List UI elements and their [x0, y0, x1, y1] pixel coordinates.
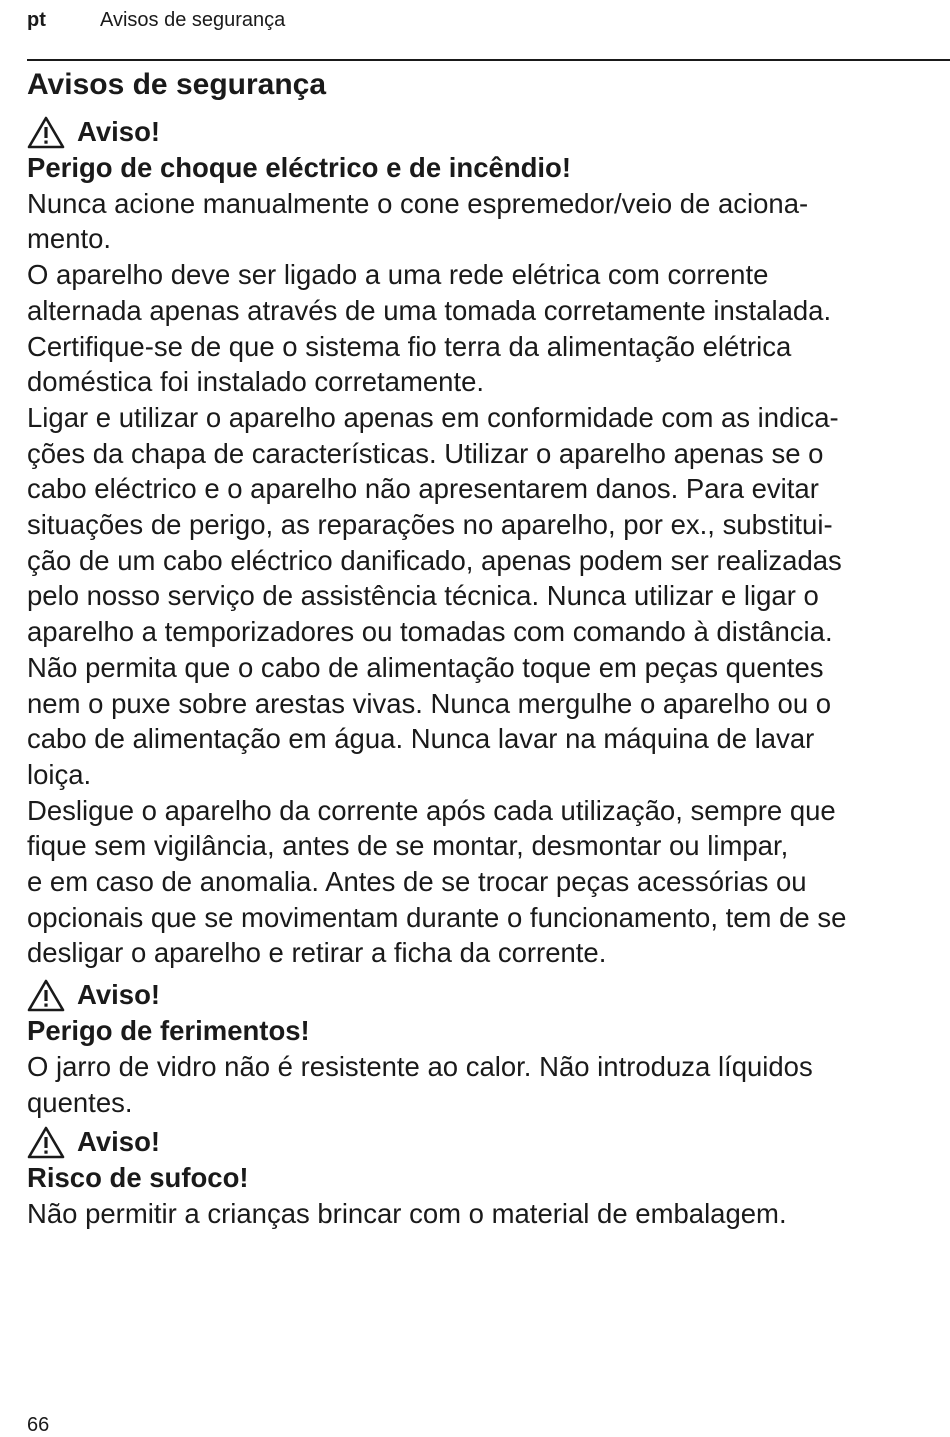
- warning-paragraph: Ligar e utilizar o aparelho apenas em conformidade com as indica- ções da chapa de características. Utilizar o aparelho apenas se o cabo eléctrico e o aparelho não apresentarem danos. Para evitar situações de perigo, as reparações no aparelho, por ex., substitui- ção de um cabo eléctrico danificado, apenas podem ser realizadas pelo nosso serviço de assistência técnica. Nunca utilizar e ligar o aparelho a temporizadores ou tomadas com comando à distância. Não permita que o cabo de alimentação toque em peças quentes nem o puxe sobre arestas vivas. Nunca mergulhe o aparelho ou o cabo de alimentação em água. Nunca lavar na máquina de lavar loiça.: [27, 401, 842, 790]
- header-divider: [27, 59, 950, 61]
- page-title: Avisos de segurança: [27, 68, 327, 101]
- section-name: Avisos de segurança: [100, 8, 286, 31]
- warning-triangle-icon: [27, 979, 65, 1012]
- warning-label: Aviso!: [77, 116, 161, 148]
- warning-heading: [27, 1124, 942, 1160]
- warning-paragraph: O jarro de vidro não é resistente ao calor. Não introduza líquidos quentes.: [27, 1050, 813, 1118]
- warning-paragraph: Desligue o aparelho da corrente após cada utilização, sempre que fique sem vigilância, antes de se montar, desmontar ou limpar, e em caso de anomalia. Antes de se trocar peças acessórias ou opcionais que se movimentam durante o funcionamento, tem de se desligar o aparelho e retirar a ficha da corrente.: [27, 794, 847, 969]
- warning-triangle-icon: [27, 1126, 65, 1159]
- warning-electric-shock: [27, 114, 942, 971]
- warning-suffocation: [27, 1124, 942, 1231]
- warning-label: Aviso!: [77, 979, 161, 1011]
- warning-heading: [27, 977, 942, 1013]
- language-code: pt: [27, 8, 46, 31]
- warning-title: Perigo de ferimentos!: [27, 1015, 310, 1047]
- warning-heading: [27, 114, 942, 150]
- warning-title: Risco de sufoco!: [27, 1162, 249, 1194]
- warning-triangle-icon: [27, 116, 65, 149]
- warning-paragraph: Não permitir a crianças brincar com o material de embalagem.: [27, 1197, 787, 1229]
- warning-injury: [27, 977, 942, 1120]
- warning-paragraph: O aparelho deve ser ligado a uma rede elétrica com corrente alternada apenas através de uma tomada corretamente instalada. Certifique-se de que o sistema fio terra da alimentação elétrica doméstica foi instalado corretamente.: [27, 259, 832, 398]
- warning-label: Aviso!: [77, 1126, 161, 1158]
- warning-paragraph: Nunca acione manualmente o cone espremedor/veio de aciona- mento.: [27, 187, 809, 255]
- page-number: 66: [27, 1414, 50, 1436]
- document-body: [27, 64, 942, 1232]
- warning-title: Perigo de choque eléctrico e de incêndio!: [27, 152, 572, 183]
- page-header: [27, 6, 285, 34]
